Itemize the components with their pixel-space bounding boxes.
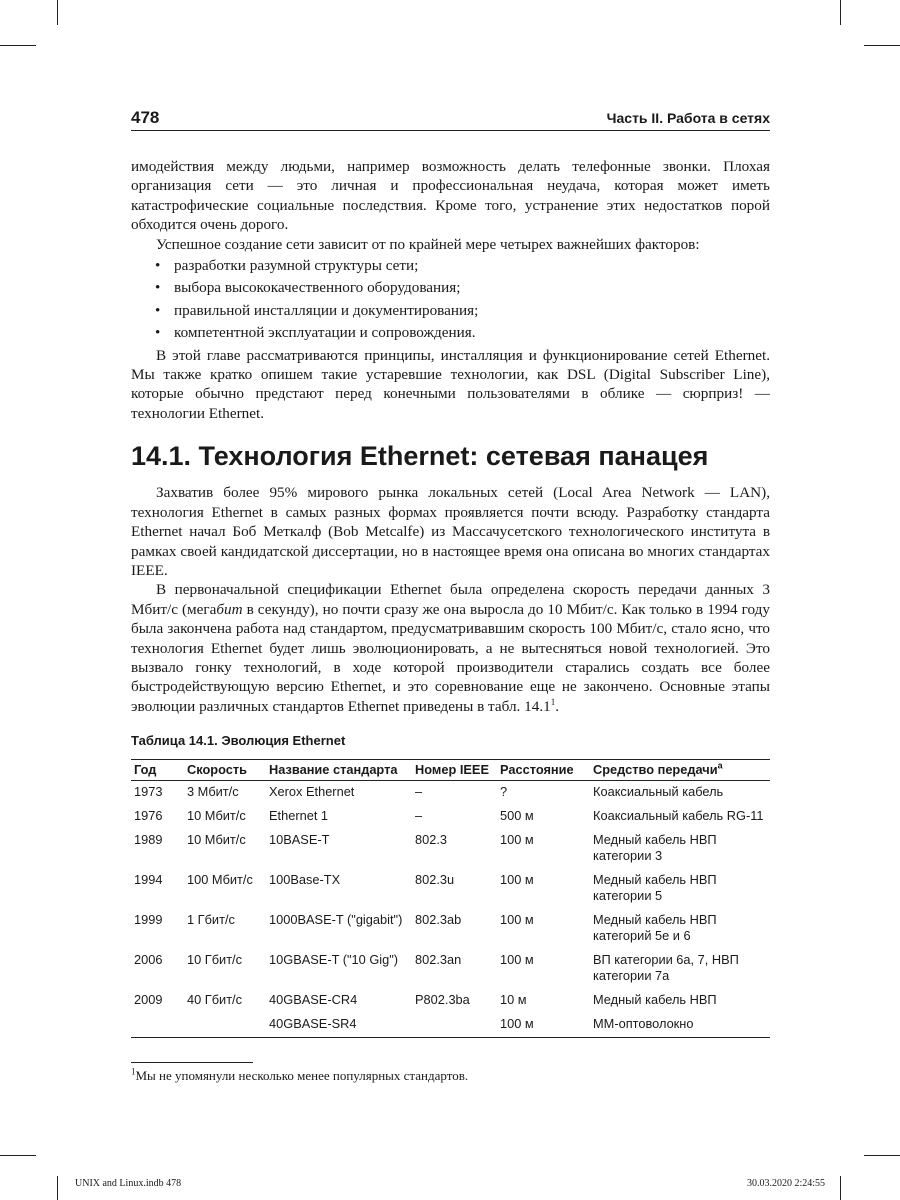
table-cell: 10 м	[500, 991, 527, 1007]
table-cell: 100 м	[500, 871, 534, 887]
column-header: Номер IEEE	[412, 759, 497, 780]
table-cell: ММ-оптоволокно	[590, 1013, 770, 1038]
table-row	[131, 829, 770, 869]
table-row	[131, 909, 770, 949]
section-paragraph-2: В первоначальной спецификации Ethernet была определена скорость передачи данных 3 Мбит/с (мегабит в секунду), но почти сразу же она выросла до 10 Мбит/с. Как только в 1994 году была закончена работа над стандартом, предусматривавшим скорость 100 Мбит/с, стало ясно, что технология Ethernet будет лишь эволюционировать, а не вытесняться новой технологией. Это вызвало гонку технологий, в ходе которой производители старались создать все более быстродействующую версию Ethernet, и это соревнование еще не закончено. Основные этапы эволюции различных стандартов Ethernet приведены в табл. 14.1$^1$.	[131, 581, 770, 715]
table-cell: 10 Мбит/с	[187, 831, 246, 847]
slug-timestamp: 30.03.2020 2:24:55	[746, 1178, 825, 1189]
footnote	[131, 1068, 468, 1084]
table-cell: 10GBASE-T ("10 Gig")	[269, 951, 399, 967]
intro-paragraph-3: В этой главе рассматриваются принципы, инсталляция и функционирование сетей Ethernet. Мы также кратко опишем такие устаревшие технологии, как DSL (Digital Subscriber Line), которые обычно предстают перед конечными пользователями в облике — сюрприз! — технологии Ethernet.	[131, 346, 770, 422]
table-cell: Медный кабель НВП	[593, 991, 717, 1007]
table-cell: 802.3an	[415, 951, 462, 967]
table-cell: 2006	[134, 951, 163, 967]
table-cell: Xerox Ethernet	[269, 783, 355, 799]
emphasis-bit: бит	[216, 600, 243, 618]
footnote-mark: 1	[131, 1066, 136, 1077]
table-cell	[131, 1013, 184, 1038]
table-row	[131, 805, 770, 829]
table-cell: Медный кабель НВП категорий 5e и 6	[593, 911, 717, 943]
table-cell: 1999	[134, 911, 163, 927]
page-body	[131, 157, 770, 1038]
table-row	[131, 989, 770, 1013]
table-cell: 10 Мбит/с	[187, 807, 246, 823]
column-header: Средство передачи$^a$	[590, 759, 770, 780]
running-title: Часть II. Работа в сетях	[606, 110, 770, 126]
column-header: Название стандарта	[266, 759, 412, 780]
table-row	[131, 949, 770, 989]
table-cell: 10BASE-T	[269, 831, 330, 847]
page-header	[131, 108, 770, 131]
table-cell: –	[415, 807, 423, 823]
footnote-text: Мы не упомянули несколько менее популярных стандартов.	[135, 1068, 469, 1083]
table-cell: ВП категории 6а, 7, НВП категории 7а	[593, 951, 739, 983]
section-heading: 14.1. Технология Ethernet: сетевая панацея	[131, 441, 709, 472]
table-cell: P802.3ba	[415, 991, 470, 1007]
table-cell: 100 м	[500, 911, 534, 927]
table-cell: 40GBASE-SR4	[266, 1013, 412, 1038]
table-cell: 100 м	[497, 1013, 590, 1038]
crop-mark-top-right	[840, 0, 841, 25]
table-cell: –	[415, 783, 423, 799]
list-item: • разработки разумной структуры сети;	[131, 256, 770, 275]
table-cell	[184, 1013, 266, 1038]
crop-mark-right-top	[864, 45, 900, 46]
table-cell: 1973	[134, 783, 163, 799]
crop-mark-right-bottom	[864, 1155, 900, 1156]
table-cell: 500 м	[500, 807, 534, 823]
crop-mark-bottom-right	[840, 1176, 841, 1200]
table-cell: 100 м	[500, 951, 534, 967]
table-cell: 3 Мбит/с	[187, 783, 239, 799]
table-cell: 1 Гбит/с	[187, 911, 235, 927]
table-cell: 2009	[134, 991, 163, 1007]
section-paragraph-1: Захватив более 95% мирового рынка локальных сетей (Local Area Network — LAN), технология Ethernet в самых разных формах проявляется почти всюду. Разработку стандарта Ethernet начал Боб Меткалф (Bob Metcalfe) из Массачусетского технологического института в рамках своей кандидатской диссертации, но в настоящее время она описана во многих стандартах IEEE.	[131, 484, 770, 579]
table-cell: 1994	[134, 871, 163, 887]
column-header: Скорость	[184, 759, 266, 780]
table-cell: ?	[500, 783, 508, 799]
table-cell: Коаксиальный кабель RG-11	[593, 807, 764, 823]
footnote-ref: 1	[550, 696, 556, 707]
factors-list	[131, 256, 770, 343]
intro-paragraph-2: Успешное создание сети зависит от по крайней мере четырех важнейших факторов:	[156, 235, 700, 253]
table-caption: Таблица 14.1. Эволюция Ethernet	[131, 733, 346, 749]
table-cell: 1000BASE-T ("gigabit")	[269, 911, 403, 927]
table-cell: 802.3	[415, 831, 448, 847]
column-header: Год	[131, 759, 184, 780]
table-cell: 100 м	[500, 831, 534, 847]
crop-mark-top-left	[57, 0, 58, 25]
footnote-rule	[131, 1062, 253, 1063]
table-cell: 10 Гбит/с	[187, 951, 243, 967]
table-cell: Коаксиальный кабель	[593, 783, 724, 799]
slug-file: UNIX and Linux.indb 478	[75, 1178, 182, 1189]
table-cell: Медный кабель НВП категории 5	[593, 871, 717, 903]
page-number: 478	[131, 108, 160, 127]
table-cell: Медный кабель НВП категории 3	[593, 831, 717, 863]
table-cell: 1989	[134, 831, 163, 847]
table-header-row	[131, 759, 770, 780]
table-cell: 100 Мбит/с	[187, 871, 253, 887]
table-cell: 40 Гбит/с	[187, 991, 243, 1007]
table-row	[131, 869, 770, 909]
table-cell: 802.3ab	[415, 911, 462, 927]
table-row	[131, 780, 770, 805]
crop-mark-left-top	[0, 45, 36, 46]
intro-paragraph-1: имодействия между людьми, например возможность делать телефонные звонки. Плохая организация сети — это личная и профессиональная неудача, которая может иметь катастрофические социальные последствия. Кроме того, устранение этих недостатков порой обходится очень дорого.	[131, 158, 770, 234]
table-cell: 100Base-TX	[269, 871, 341, 887]
table-cell: 40GBASE-CR4	[269, 991, 358, 1007]
table-cell: 802.3u	[415, 871, 455, 887]
table-cell: Ethernet 1	[269, 807, 329, 823]
column-header: Расстояние	[497, 759, 590, 780]
table-cell: 1976	[134, 807, 163, 823]
list-item: • компетентной эксплуатации и сопровождения.	[131, 323, 770, 342]
crop-mark-left-bottom	[0, 1155, 36, 1156]
table-row	[131, 1013, 770, 1038]
ethernet-evolution-table	[131, 759, 770, 1038]
list-item: • правильной инсталляции и документирования;	[131, 301, 770, 320]
crop-mark-bottom-left	[57, 1176, 58, 1200]
list-item: • выбора высококачественного оборудования;	[131, 278, 770, 297]
table-cell	[412, 1013, 497, 1038]
